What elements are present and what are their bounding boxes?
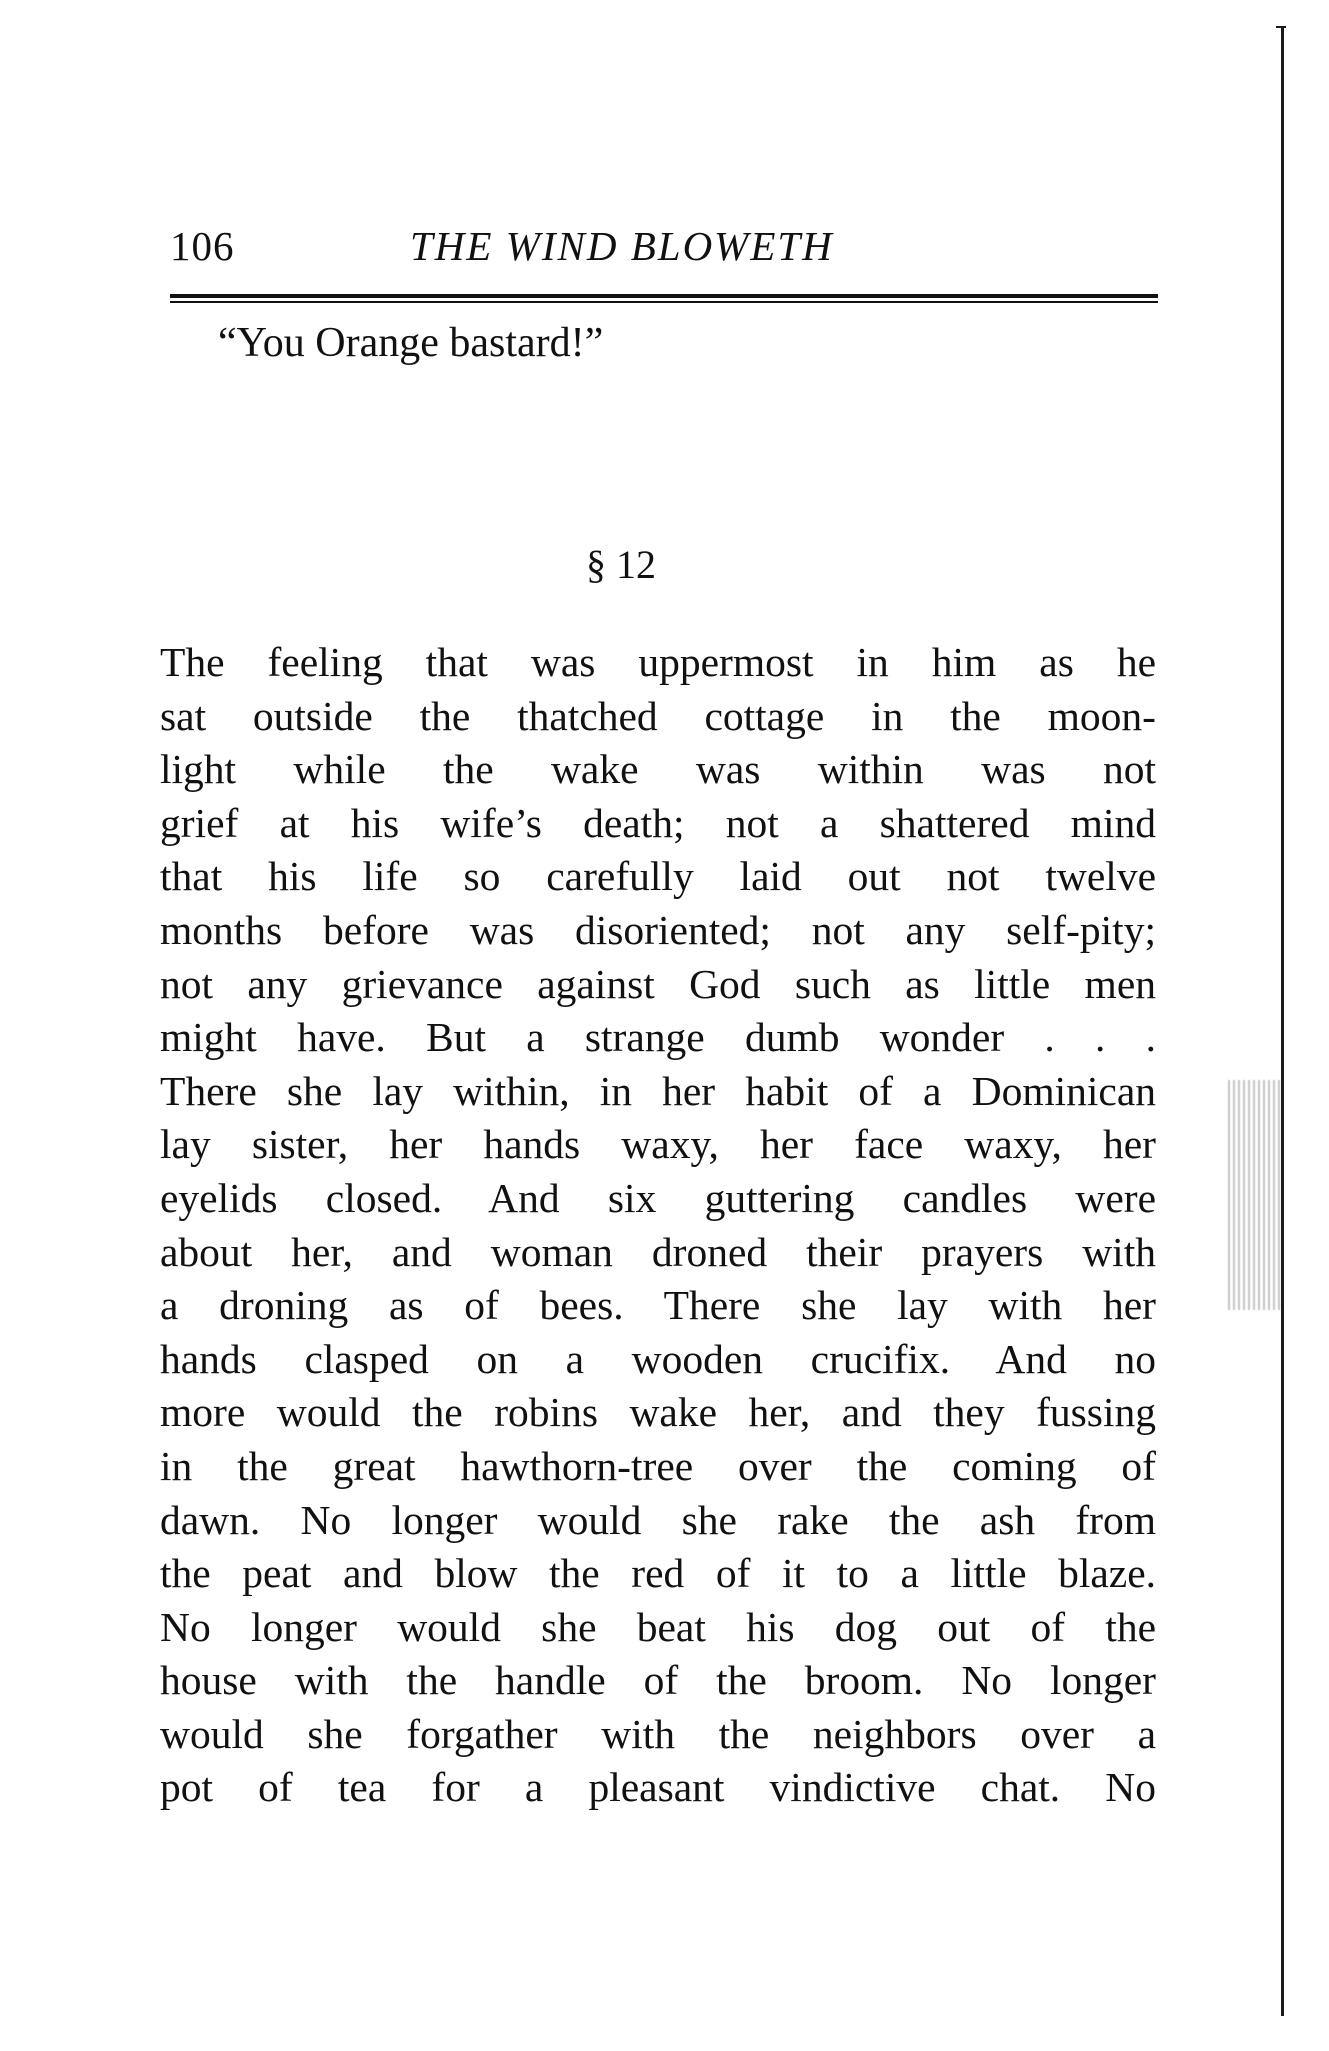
text-line: No longer would she beat his dog out of the bbox=[160, 1603, 1156, 1650]
text-line: pot of tea for a pleasant vindictive chat. No bbox=[160, 1764, 1156, 1811]
header-rule-thin bbox=[170, 301, 1158, 303]
text-line: might have. But a strange dumb wonder . . . bbox=[160, 1014, 1156, 1061]
text-line: There she lay within, in her habit of a Dominican bbox=[160, 1067, 1156, 1114]
ink-bleed-mark bbox=[1228, 1080, 1280, 1310]
text-line: the peat and blow the red of it to a little blaze. bbox=[160, 1550, 1156, 1597]
text-line: eyelids closed. And six guttering candles were bbox=[160, 1174, 1156, 1221]
text-line: a droning as of bees. There she lay with her bbox=[160, 1282, 1156, 1329]
text-line: more would the robins wake her, and they fussing bbox=[160, 1389, 1156, 1436]
text-line: that his life so carefully laid out not twelve bbox=[160, 853, 1156, 900]
text-line: lay sister, her hands waxy, her face waxy, her bbox=[160, 1121, 1156, 1168]
page-number: 106 bbox=[170, 223, 235, 269]
text-line: would she forgather with the neighbors over a bbox=[160, 1710, 1156, 1757]
text-line: not any grievance against God such as little men bbox=[160, 960, 1156, 1007]
text-line: in the great hawthorn-tree over the coming of bbox=[160, 1442, 1156, 1489]
dialogue-line: “You Orange bastard!” bbox=[218, 320, 604, 366]
running-head bbox=[170, 222, 1160, 278]
binding-edge-line bbox=[1281, 28, 1284, 2016]
text-line: about her, and woman droned their prayers with bbox=[160, 1228, 1156, 1275]
text-line: sat outside the thatched cottage in the moon- bbox=[160, 692, 1156, 739]
header-rule-thick bbox=[170, 294, 1158, 298]
text-line: light while the wake was within was not bbox=[160, 746, 1156, 793]
text-line: months before was disoriented; not any self-pity; bbox=[160, 906, 1156, 953]
text-line: hands clasped on a wooden crucifix. And no bbox=[160, 1335, 1156, 1382]
text-line: dawn. No longer would she rake the ash from bbox=[160, 1496, 1156, 1543]
text-line: The feeling that was uppermost in him as he bbox=[160, 639, 1156, 685]
text-line: house with the handle of the broom. No longer bbox=[160, 1657, 1156, 1704]
text-line: grief at his wife’s death; not a shattered mind bbox=[160, 799, 1156, 846]
body-paragraph bbox=[160, 636, 1156, 1815]
section-heading: § 12 bbox=[586, 542, 656, 587]
running-title: THE WIND BLOWETH bbox=[410, 223, 834, 269]
